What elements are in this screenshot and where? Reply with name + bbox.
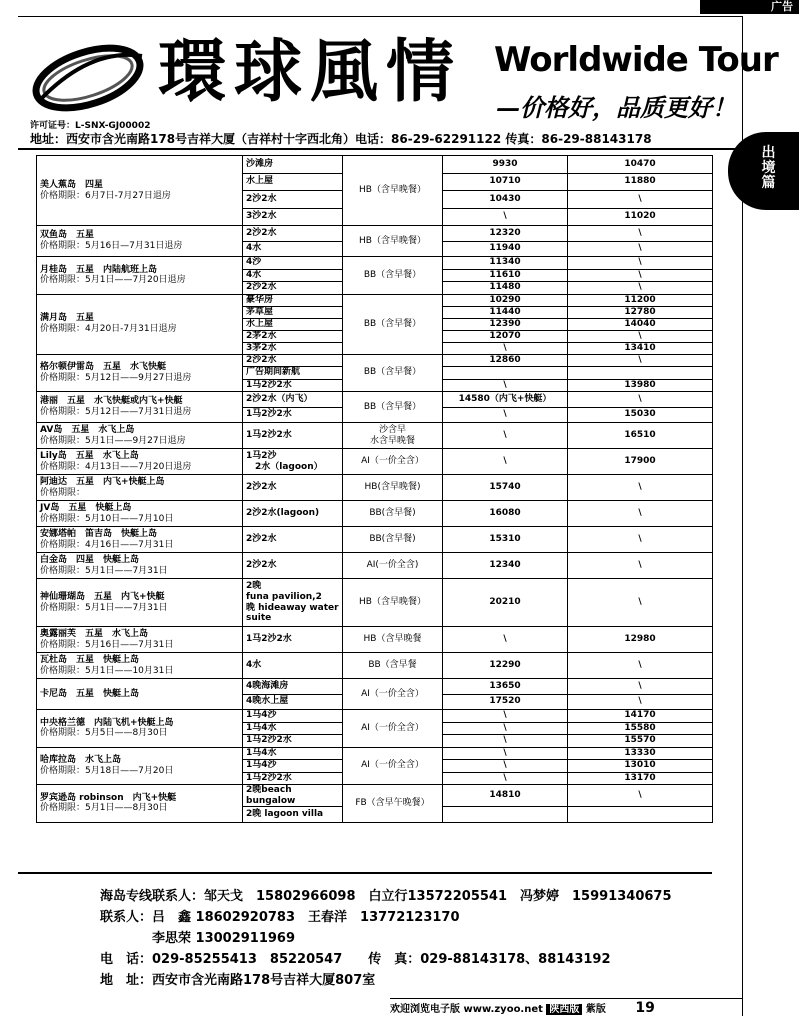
top-rule [18, 16, 742, 17]
room-type: 1马4水 [243, 722, 343, 735]
price-column-1: 11610 [443, 269, 568, 282]
header-rule [18, 148, 742, 150]
table-row [37, 423, 713, 449]
price-column-1: \ [443, 379, 568, 392]
price-column-2: 15580 [568, 722, 713, 735]
contact-line: 电 话：029-85255413 85220547 传 真：029-88143178、88143192 [100, 952, 611, 967]
hotel-name: 奥露丽芙 五星 水飞上岛 [40, 628, 149, 639]
meal-plan: BB(含早餐) [343, 501, 443, 527]
price-period: 价格期限：5月10日——7月10日 [40, 513, 174, 524]
price-column-1: 11480 [443, 282, 568, 295]
price-column-1: \ [443, 760, 568, 773]
hotel-name: 安娜塔帕 笛吉岛 快艇上岛 [40, 528, 158, 539]
price-column-1: 15310 [443, 527, 568, 553]
table-row [37, 501, 713, 527]
price-column-1: \ [443, 407, 568, 423]
hotel-name: 双鱼岛 五星 [40, 230, 95, 241]
hotel-name-cell [37, 156, 243, 226]
meal-plan: BB（含早餐） [343, 392, 443, 423]
hotel-name-cell [37, 294, 243, 354]
hotel-name-cell [37, 449, 243, 475]
footer-website[interactable]: 欢迎浏览电子版 www.zyoo.net [390, 1004, 543, 1015]
room-type: 2沙2水 [243, 282, 343, 295]
price-column-1: \ [443, 627, 568, 653]
contact-block [100, 886, 672, 991]
hotel-name: 中央格兰德 内陆飞机+快艇上岛 [40, 717, 174, 728]
hotel-name: 神仙珊瑚岛 五星 内飞+快艇 [40, 591, 165, 602]
table-row [37, 354, 713, 367]
table-row [37, 579, 713, 627]
room-type: 2沙2水 [243, 354, 343, 367]
price-column-2: 13010 [568, 760, 713, 773]
page-number: 19 [635, 1000, 655, 1016]
price-period: 价格期限：5月1日——8月30日 [40, 803, 168, 814]
price-column-2: \ [568, 226, 713, 242]
price-column-1: 11440 [443, 306, 568, 318]
price-column-2: 15030 [568, 407, 713, 423]
room-type: 豪华房 [243, 294, 343, 306]
price-column-1: \ [443, 747, 568, 760]
price-column-2: \ [568, 282, 713, 295]
hotel-name: 满月岛 五星 [40, 313, 95, 324]
price-period: 价格期限：5月1日——9月27日退房 [40, 435, 186, 446]
hotel-name-cell [37, 553, 243, 579]
hotel-name: 美人蕉岛 四星 [40, 179, 104, 190]
price-column-2: 12980 [568, 627, 713, 653]
price-column-1 [443, 807, 568, 823]
price-column-1: 10710 [443, 173, 568, 191]
table-row [37, 294, 713, 306]
section-tab [728, 132, 799, 210]
price-column-2: 11020 [568, 208, 713, 226]
meal-plan: BB（含早餐） [343, 257, 443, 295]
price-column-2: \ [568, 269, 713, 282]
room-type: 2茅2水 [243, 330, 343, 342]
price-column-2: 14170 [568, 710, 713, 723]
price-period: 价格期限：6月7日-7月27日退房 [40, 190, 171, 201]
meal-plan: HB（含早晚餐 [343, 627, 443, 653]
room-type: 4水 [243, 269, 343, 282]
price-column-1: 12320 [443, 226, 568, 242]
price-column-2: \ [568, 392, 713, 408]
price-column-1 [443, 367, 568, 380]
price-period: 价格期限： [40, 487, 86, 498]
tour-price-table [36, 155, 713, 823]
table-row [37, 785, 713, 807]
hotel-name-cell [37, 579, 243, 627]
room-type: 水上屋 [243, 173, 343, 191]
room-type: 2沙2水(lagoon) [243, 501, 343, 527]
room-type: 水上屋 [243, 318, 343, 330]
room-type: 2沙2水 [243, 475, 343, 501]
edition-badge: 陕西版 [546, 1004, 582, 1015]
hotel-name-cell [37, 710, 243, 748]
price-column-1: 9930 [443, 156, 568, 174]
price-column-1: 16080 [443, 501, 568, 527]
meal-plan: BB(含早餐) [343, 527, 443, 553]
price-column-2: 14040 [568, 318, 713, 330]
room-type: 1马2沙2水 [243, 627, 343, 653]
price-column-1: 15740 [443, 475, 568, 501]
room-type: 2晚 lagoon villa [243, 807, 343, 823]
room-type: 2沙2水 [243, 553, 343, 579]
price-column-1: 12340 [443, 553, 568, 579]
table-row [37, 392, 713, 408]
price-column-1: 11940 [443, 241, 568, 257]
edition-label: 紫版 [585, 1004, 606, 1015]
room-type: 4水 [243, 241, 343, 257]
meal-plan: HB(含早晚餐) [343, 475, 443, 501]
hotel-name: 罗宾逊岛 robinson 内飞+快艇 [40, 792, 177, 803]
hotel-name: 格尔顿伊雷岛 五星 水飞快艇 [40, 362, 167, 373]
price-period: 价格期限：5月12日——9月27日退房 [40, 372, 192, 383]
hotel-name: JV岛 五星 快艇上岛 [40, 502, 132, 513]
price-period: 价格期限：5月5日——8月30日 [40, 728, 168, 739]
price-period: 价格期限：4月20日-7月31日退房 [40, 324, 177, 334]
table-row [37, 653, 713, 679]
hotel-name: 哈库拉岛 水飞上岛 [40, 755, 122, 766]
section-tab-char: 篇 [761, 175, 776, 191]
hotel-name-cell [37, 785, 243, 823]
price-column-2: \ [568, 694, 713, 710]
price-column-1: 10430 [443, 191, 568, 209]
price-column-1: 12390 [443, 318, 568, 330]
hotel-name-cell [37, 679, 243, 710]
hotel-name-cell [37, 627, 243, 653]
room-type: 1马2沙2水 [243, 423, 343, 449]
price-column-1: 12070 [443, 330, 568, 342]
hotel-name: Lily岛 五星 水飞上岛 [40, 450, 139, 461]
table-row [37, 747, 713, 760]
price-column-2: \ [568, 257, 713, 270]
room-type: 1马4沙 [243, 760, 343, 773]
hotel-name: 白金岛 四星 快艇上岛 [40, 554, 140, 565]
hotel-name: 阿迪达 五星 内飞+快艇上岛 [40, 476, 165, 487]
room-type: 2晚beach bungalow [243, 785, 343, 807]
price-column-2: \ [568, 501, 713, 527]
price-column-1: \ [443, 735, 568, 748]
meal-plan: AI(一价全含) [343, 553, 443, 579]
price-period: 价格期限：5月18日——7月20日 [40, 765, 174, 776]
room-type: 广告期间新航 [243, 367, 343, 380]
hotel-name-cell [37, 501, 243, 527]
price-column-2: 11200 [568, 294, 713, 306]
hotel-name-cell [37, 354, 243, 392]
meal-plan: AI（一价全含） [343, 449, 443, 475]
table-row [37, 679, 713, 695]
room-type: 4晚水上屋 [243, 694, 343, 710]
price-column-1: 12860 [443, 354, 568, 367]
price-period: 价格期限：4月16日——7月31日 [40, 539, 174, 550]
hotel-name-cell [37, 423, 243, 449]
room-type: 3沙2水 [243, 208, 343, 226]
ad-tag: 广告 [700, 0, 799, 14]
price-column-1: 12290 [443, 653, 568, 679]
footer-rule [18, 872, 712, 874]
meal-plan: AI（一价全含） [343, 747, 443, 785]
globe-logo-icon [30, 38, 150, 118]
price-column-1: 13650 [443, 679, 568, 695]
price-column-2: 10470 [568, 156, 713, 174]
room-type: 1马4水 [243, 747, 343, 760]
hotel-name: 月桂岛 五星 内陆航班上岛 [40, 264, 158, 275]
table-row [37, 710, 713, 723]
contact-line: 李思荣 13002911969 [100, 931, 296, 946]
table-row [37, 257, 713, 270]
price-column-2: 16510 [568, 423, 713, 449]
room-type: 1马2沙2水 [243, 379, 343, 392]
price-column-2: \ [568, 354, 713, 367]
room-type: 1马2沙2水 [243, 407, 343, 423]
price-column-1: 10290 [443, 294, 568, 306]
price-period: 价格期限：5月12日——7月31日退房 [40, 407, 192, 417]
room-type: 2沙2水 [243, 226, 343, 242]
table-row [37, 553, 713, 579]
price-period: 价格期限：4月13日——7月20日退房 [40, 461, 192, 472]
contact-line: 地 址：西安市含光南路178号吉祥大厦807室 [100, 973, 376, 988]
brand-name-cn: 環球風情 [158, 32, 463, 112]
license-number: 许可证号：L-SNX-GJ00002 [30, 121, 151, 131]
price-column-1: \ [443, 722, 568, 735]
meal-plan: AI（一价全含） [343, 679, 443, 710]
hotel-name: AV岛 五星 水飞上岛 [40, 424, 135, 435]
price-column-1: 14810 [443, 785, 568, 807]
price-column-2: 12780 [568, 306, 713, 318]
price-column-1: \ [443, 710, 568, 723]
table-row [37, 627, 713, 653]
room-type: 4晚海滩房 [243, 679, 343, 695]
room-type: 4水 [243, 653, 343, 679]
meal-plan: HB（含早晚餐） [343, 579, 443, 627]
meal-plan: BB（含早餐） [343, 294, 443, 354]
price-period: 价格期限：5月16日——7月31日 [40, 639, 174, 650]
hotel-name: 瓦杜岛 五星 快艇上岛 [40, 654, 140, 665]
meal-plan: 沙含早 水含早晚餐 [343, 423, 443, 449]
price-column-2: \ [568, 475, 713, 501]
hotel-name-cell [37, 257, 243, 295]
price-column-2: 13170 [568, 772, 713, 785]
room-type: 2沙2水（内飞） [243, 392, 343, 408]
footer-top-rule [390, 998, 742, 999]
hotel-name: 卡尼岛 五星 快艇上岛 [40, 688, 140, 699]
room-type: 1马2沙2水 [243, 735, 343, 748]
meal-plan: BB（含早餐 [343, 653, 443, 679]
price-period: 价格期限：5月1日——7月31日 [40, 565, 168, 576]
table-row [37, 156, 713, 174]
room-type: 3茅2水 [243, 342, 343, 354]
price-column-2: 13410 [568, 342, 713, 354]
price-period: 价格期限：5月1日——7月20日退房 [40, 275, 186, 286]
hotel-name-cell [37, 226, 243, 257]
price-column-2: \ [568, 679, 713, 695]
meal-plan: BB（含早餐） [343, 354, 443, 392]
price-column-2: 17900 [568, 449, 713, 475]
hotel-name-cell [37, 653, 243, 679]
brand-name-en: Worldwide Tour [494, 40, 778, 80]
price-column-2: \ [568, 527, 713, 553]
room-type: 1马2沙2水 [243, 772, 343, 785]
room-type: 1马4沙 [243, 710, 343, 723]
room-type: 2沙2水 [243, 527, 343, 553]
contact-line: 联系人：吕 鑫 18602920783 王春洋 13772123170 [100, 910, 460, 925]
table-row [37, 527, 713, 553]
table-row [37, 226, 713, 242]
price-column-1: 17520 [443, 694, 568, 710]
price-column-2: \ [568, 191, 713, 209]
meal-plan: FB（含早午晚餐） [343, 785, 443, 823]
price-column-1: \ [443, 342, 568, 354]
price-column-1: 20210 [443, 579, 568, 627]
section-tab-char: 境 [761, 160, 776, 176]
price-column-2: \ [568, 579, 713, 627]
room-type: 茅草屋 [243, 306, 343, 318]
room-type: 沙滩房 [243, 156, 343, 174]
hotel-name-cell [37, 475, 243, 501]
room-type: 2沙2水 [243, 191, 343, 209]
hotel-name-cell [37, 392, 243, 423]
price-column-1: \ [443, 208, 568, 226]
table-row [37, 475, 713, 501]
room-type: 4沙 [243, 257, 343, 270]
price-column-2: \ [568, 653, 713, 679]
price-column-1: 14580（内飞+快艇） [443, 392, 568, 408]
price-column-2: 11880 [568, 173, 713, 191]
section-tab-char: 出 [761, 145, 776, 161]
contact-line: 海岛专线联系人：邹天戈 15802966098 白立行13572205541 冯梦婷 15991340675 [100, 889, 672, 904]
price-column-2: 13330 [568, 747, 713, 760]
address-line: 地址：西安市含光南路178号吉祥大厦（吉祥村十字西北角）电话：86-29-62291122 传真：86-29-88143178 [30, 132, 652, 146]
price-column-2: 13980 [568, 379, 713, 392]
price-period: 价格期限：5月16日—7月31日退房 [40, 241, 183, 251]
price-period: 价格期限：5月1日——7月31日 [40, 602, 168, 613]
price-column-2 [568, 367, 713, 380]
price-column-2: 15570 [568, 735, 713, 748]
price-column-2: \ [568, 553, 713, 579]
table-row [37, 449, 713, 475]
price-column-1: \ [443, 772, 568, 785]
hotel-name-cell [37, 747, 243, 785]
meal-plan: AI（一价全含） [343, 710, 443, 748]
hotel-name-cell [37, 527, 243, 553]
room-type: 1马2沙 2水（lagoon） [243, 449, 343, 475]
price-column-2: \ [568, 785, 713, 807]
price-column-1: \ [443, 449, 568, 475]
brand-slogan: —价格好，品质更好！ [496, 93, 736, 122]
room-type: 2晚 funa pavilion,2 晚 hideaway water suite [243, 579, 343, 627]
price-column-2: \ [568, 330, 713, 342]
price-column-1: \ [443, 423, 568, 449]
meal-plan: HB（含早晚餐） [343, 156, 443, 226]
price-column-2: \ [568, 241, 713, 257]
price-column-2 [568, 807, 713, 823]
price-period: 价格期限：5月1日——10月31日 [40, 665, 174, 676]
meal-plan: HB（含早晚餐） [343, 226, 443, 257]
page-footer [390, 1000, 655, 1017]
hotel-name: 港丽 五星 水飞快艇或内飞+快艇 [40, 396, 183, 407]
price-column-1: 11340 [443, 257, 568, 270]
